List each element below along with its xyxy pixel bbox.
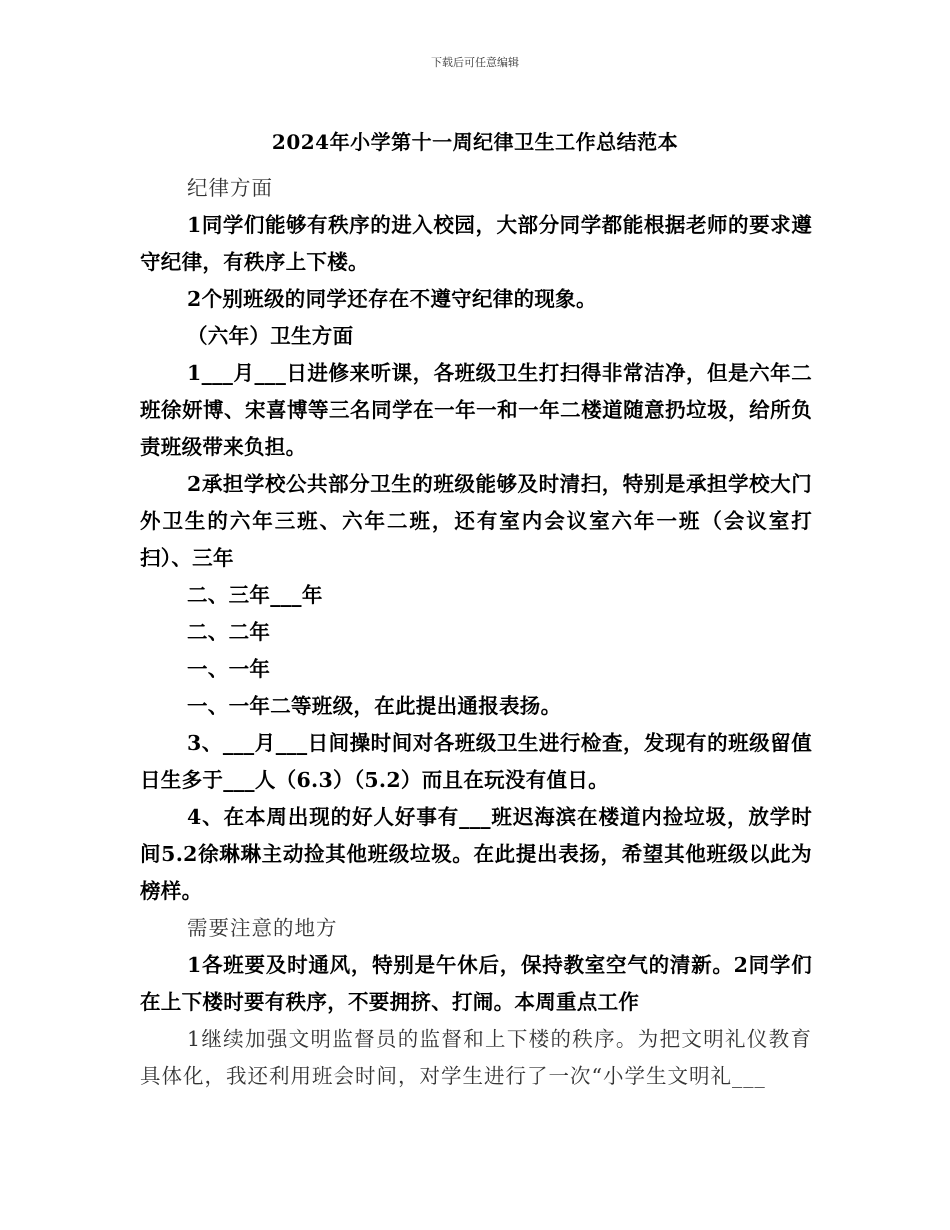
- paragraph: 1___月___日进修来听课，各班级卫生打扫得非常洁净，但是六年二班徐妍博、宋喜博等三名同学在一年一和一年二楼道随意扔垃圾，给所负责班级带来负担。: [140, 361, 812, 459]
- paragraph: 一、一年: [187, 657, 271, 681]
- document-title: 2024年小学第十一周纪律卫生工作总结范本: [271, 130, 679, 154]
- paragraph: 2个别班级的同学还存在不遵守纪律的现象。: [187, 287, 597, 311]
- document-body: [140, 170, 812, 1095]
- section-heading-discipline: 纪律方面: [187, 176, 273, 200]
- paragraph: 1继续加强文明监督员的监督和上下楼的秩序。为把文明礼仪教育具体化，我还利用班会时间，对学生进行了一次“小学生文明礼___: [140, 1027, 812, 1088]
- paragraph: 二、三年___年: [187, 583, 323, 607]
- paragraph: 4、在本周出现的好人好事有___班迟海滨在楼道内捡垃圾，放学时间5.2徐琳琳主动捡其他班级垃圾。在此提出表扬，希望其他班级以此为榜样。: [140, 805, 812, 903]
- paragraph: 1同学们能够有秩序的进入校园，大部分同学都能根据老师的要求遵守纪律，有秩序上下楼。: [140, 213, 812, 274]
- paragraph: 2承担学校公共部分卫生的班级能够及时清扫，特别是承担学校大门外卫生的六年三班、六年二班，还有室内会议室六年一班（会议室打扫）、三年: [140, 472, 812, 570]
- paragraph: 二、二年: [187, 620, 271, 644]
- paragraph: 1各班要及时通风，特别是午休后，保持教室空气的清新。2同学们在上下楼时要有秩序，不要拥挤、打闹。本周重点工作: [140, 953, 812, 1014]
- page-header-note: 下载后可任意编辑: [431, 56, 519, 69]
- paragraph: 一、一年二等班级，在此提出通报表扬。: [187, 694, 562, 718]
- section-heading-hygiene: （六年）卫生方面: [187, 324, 354, 348]
- section-heading-attention: 需要注意的地方: [187, 916, 338, 940]
- paragraph: 3、___月___日间操时间对各班级卫生进行检查，发现有的班级留值日生多于___人（6.3）（5.2）而且在玩没有值日。: [140, 731, 812, 792]
